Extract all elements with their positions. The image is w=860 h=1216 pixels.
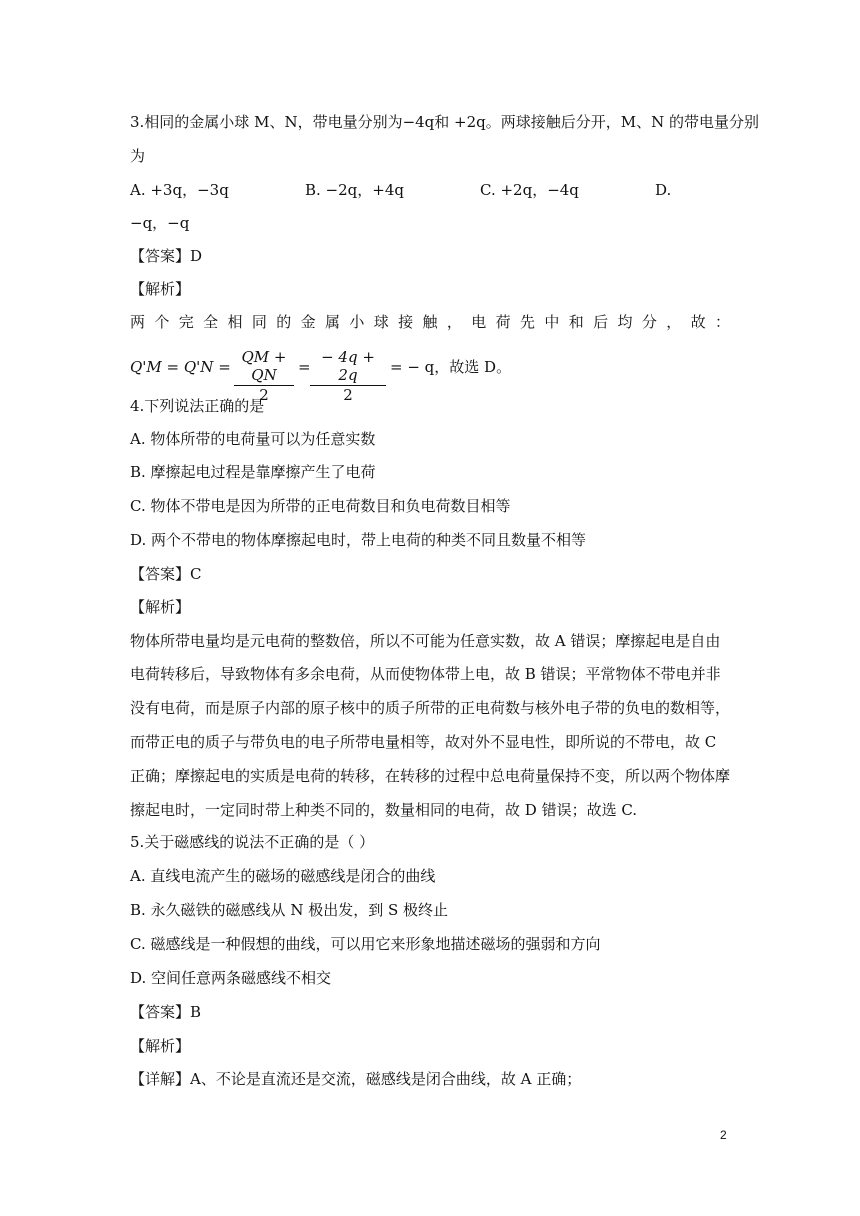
- q3-option-a: A. +3q，−3q: [130, 181, 229, 199]
- q3-option-c: C. +2q，−4q: [480, 181, 579, 199]
- q4-analysis-line-6: 擦起电时，一定同时带上种类不同的，数量相同的电荷，故 D 错误；故选 C.: [130, 801, 638, 819]
- fraction-2-denominator: 2: [343, 386, 353, 404]
- q3-answer: 【答案】D: [130, 247, 203, 265]
- page-number: 2: [720, 1128, 727, 1142]
- q5-detail: 【详解】A、不论是直流还是交流，磁感线是闭合曲线，故 A 正确；: [130, 1070, 582, 1088]
- q4-analysis-line-4: 而带正电的质子与带负电的电子所带电量相等，故对外不显电性，即所说的不带电，故 C: [130, 733, 717, 751]
- q5-option-a: A. 直线电流产生的磁场的磁感线是闭合的曲线: [130, 867, 436, 885]
- q5-answer: 【答案】B: [130, 1003, 202, 1021]
- formula-lhs: Q'M = Q'N =: [130, 358, 231, 376]
- fraction-2-numerator: − 4q + 2q: [310, 348, 386, 386]
- q4-answer: 【答案】C: [130, 565, 202, 583]
- q4-option-c: C. 物体不带电是因为所带的正电荷数目和负电荷数目相等: [130, 497, 511, 515]
- q4-analysis-line-5: 正确；摩擦起电的实质是电荷的转移，在转移的过程中总电荷量保持不变，所以两个物体摩: [130, 767, 731, 785]
- q5-option-d: D. 空间任意两条磁感线不相交: [130, 969, 332, 987]
- q3-stem-line2: 为: [130, 147, 146, 165]
- q3-analysis-line1: 两 个 完 全 相 同 的 金 属 小 球 接 触 ， 电 荷 先 中 和 后 均 分 ， 故 ：: [130, 313, 730, 331]
- q5-option-c: C. 磁感线是一种假想的曲线，可以用它来形象地描述磁场的强弱和方向: [130, 935, 601, 953]
- q4-option-d: D. 两个不带电的物体摩擦起电时，带上电荷的种类不同且数量不相等: [130, 531, 587, 549]
- q3-stem-line1: 3.相同的金属小球 M、N，带电量分别为−4q和 +2q。两球接触后分开，M、N 的带电量分别: [130, 113, 760, 131]
- q4-analysis-heading: 【解析】: [130, 598, 191, 616]
- q4-option-b: B. 摩擦起电过程是靠摩擦产生了电荷: [130, 463, 376, 481]
- q3-option-d-label: D.: [655, 181, 672, 199]
- formula-fraction-2: [310, 348, 386, 404]
- q4-stem: 4.下列说法正确的是: [130, 397, 265, 415]
- q3-option-b: B. −2q，+4q: [305, 181, 404, 199]
- q4-analysis-line-1: 物体所带电量均是元电荷的整数倍，所以不可能为任意实数，故 A 错误；摩擦起电是自由: [130, 632, 721, 650]
- formula-equals: =: [298, 358, 311, 376]
- q5-analysis-heading: 【解析】: [130, 1037, 191, 1055]
- formula-result: = − q，故选 D。: [390, 358, 512, 376]
- q5-stem: 5.关于磁感线的说法不正确的是（ ）: [130, 833, 375, 851]
- q3-analysis-heading: 【解析】: [130, 280, 191, 298]
- q5-option-b: B. 永久磁铁的磁感线从 N 极出发，到 S 极终止: [130, 901, 449, 919]
- q3-option-d-value: −q，−q: [130, 214, 190, 232]
- q4-analysis-line-2: 电荷转移后，导致物体有多余电荷，从而使物体带上电，故 B 错误；平常物体不带电并非: [130, 665, 721, 683]
- q4-analysis-line-3: 没有电荷，而是原子内部的原子核中的质子所带的正电荷数与核外电子带的负电的数相等，: [130, 699, 731, 717]
- fraction-1-denominator: 2: [259, 386, 269, 404]
- q4-option-a: A. 物体所带的电荷量可以为任意实数: [130, 430, 376, 448]
- fraction-1-numerator: QM + QN: [234, 348, 294, 386]
